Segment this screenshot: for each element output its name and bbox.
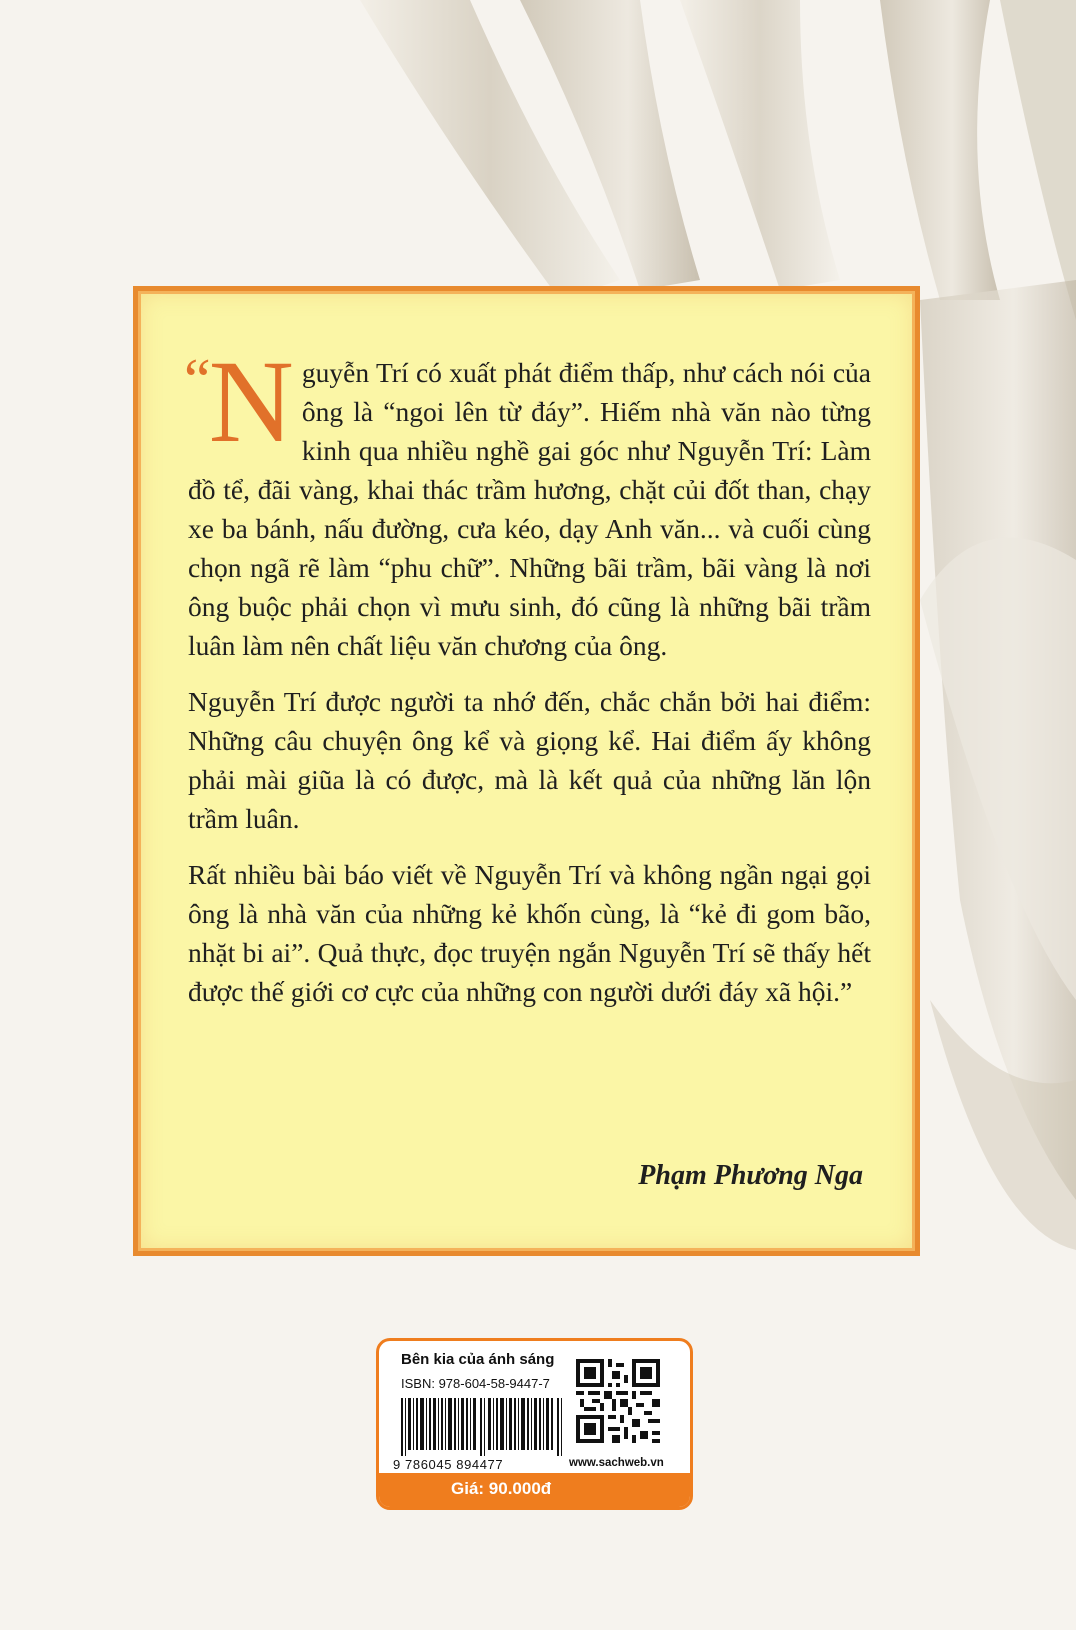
- barcode-number: 9 786045 894477: [393, 1457, 504, 1472]
- quote-paragraph-2: Nguyễn Trí được người ta nhớ đến, chắc chắn bởi hai điểm: Những câu chuyện ông kể và giọng kể. Hai điểm ấy không phải mài giũa là có được, mà là kết quả của những lăn lộn trầm luân.: [188, 686, 871, 834]
- website-url: www.sachweb.vn: [569, 1457, 664, 1469]
- quote-signature: Phạm Phương Nga: [638, 1160, 863, 1191]
- barcode: [401, 1398, 567, 1456]
- drop-cap-letter: N: [208, 336, 294, 467]
- quote-paragraph-3: Rất nhiều bài báo viết về Nguyễn Trí và không ngần ngại gọi ông là nhà văn của những kẻ khốn cùng, là “kẻ đi gom bão, nhặt bi ai”. Quả thực, đọc truyện ngắn Nguyễn Trí sẽ thấy hết được thế giới cơ cực của những con người dưới đáy xã hội.”: [188, 859, 871, 1007]
- quote-panel: [133, 286, 920, 1256]
- isbn-number: ISBN: 978-604-58-9447-7: [401, 1376, 550, 1391]
- price-text: Giá: 90.000đ: [451, 1479, 552, 1498]
- opening-quote-mark: “: [184, 347, 211, 413]
- qr-code-icon: [576, 1359, 660, 1443]
- book-title: Bên kia của ánh sáng: [401, 1351, 555, 1368]
- price-label: [376, 1338, 693, 1510]
- price-band: [379, 1473, 690, 1507]
- paragraph-1-text: guyễn Trí có xuất phát điểm thấp, như cách nói của ông là “ngoi lên từ đáy”. Hiếm nhà văn nào từng kinh qua nhiều nghề gai góc như Nguyễn Trí: Làm đồ tể, đãi vàng, khai thác trầm hương, chặt củi đốt than, chạy xe ba bánh, nấu đường, cưa kéo, dạy Anh văn... và cuối cùng chọn ngã rẽ làm “phu chữ”. Những bãi trầm, bãi vàng là nơi ông buộc phải chọn vì mưu sinh, đó cũng là những bãi trầm luân làm nên chất liệu văn chương của ông.: [188, 357, 871, 661]
- quote-body: [184, 336, 871, 1028]
- quote-paragraph-1: [184, 336, 871, 665]
- drop-cap-group: [184, 336, 294, 467]
